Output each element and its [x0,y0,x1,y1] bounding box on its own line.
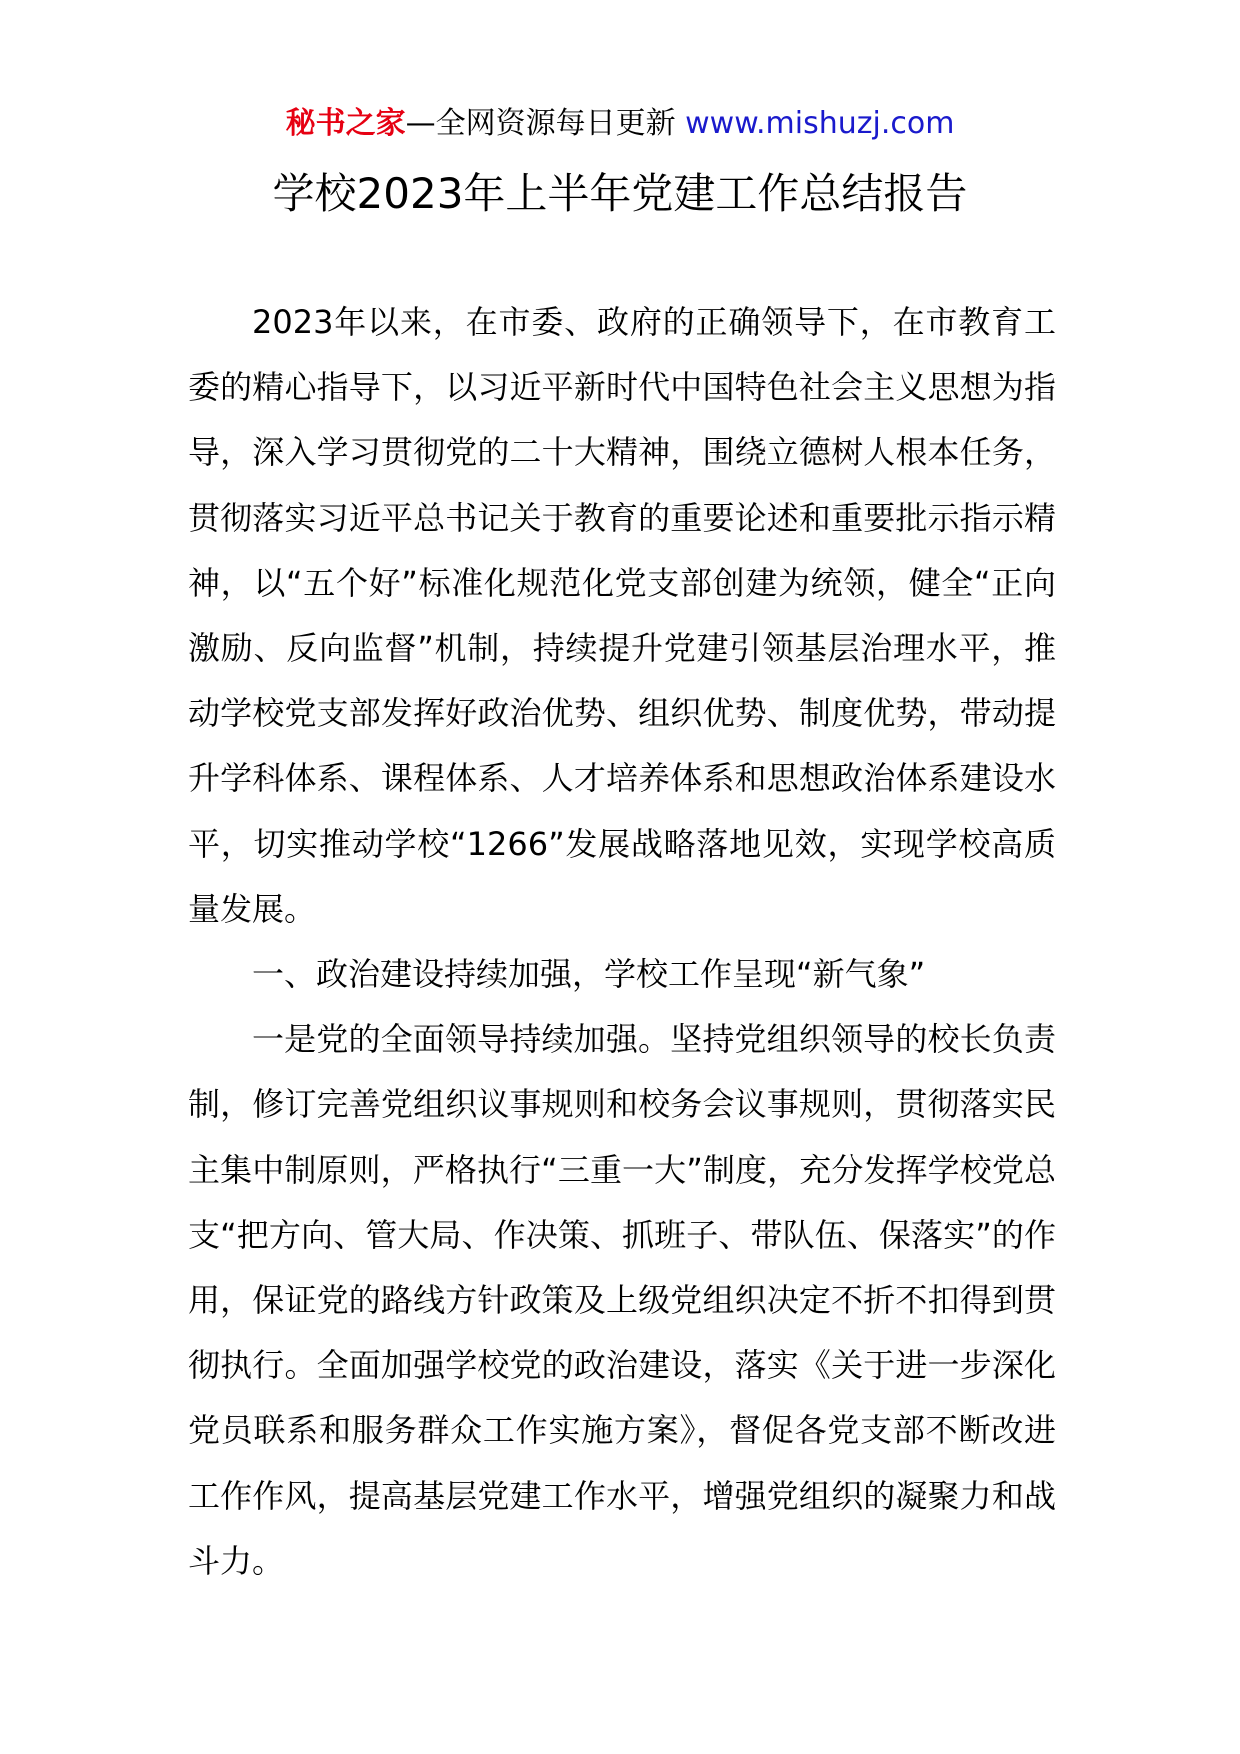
brand-name: 秘书之家 [285,106,406,141]
document-body [188,290,1056,1594]
header-tagline: —全网资源每日更新 [405,106,676,141]
document-title: 学校2023年上半年党建工作总结报告 [272,169,968,218]
site-url-link[interactable]: www.mishuzj.com [685,106,955,141]
intro-paragraph: 2023年以来，在市委、政府的正确领导下，在市教育工委的精心指导下，以习近平新时代中国特色社会主义思想为指导，深入学习贯彻党的二十大精神，围绕立德树人根本任务，贯彻落实习近平总书记关于教育的重要论述和重要批示指示精神，以“五个好”标准化规范化党支部创建为统领，健全“正向激励、反向监督”机制，持续提升党建引领基层治理水平，推动学校党支部发挥好政治优势、组织优势、制度优势，带动提升学科体系、课程体系、人才培养体系和思想政治体系建设水平，切实推动学校“1266”发展战略落地见效，实现学校高质量发展。 [188,303,1056,928]
site-header [0,100,1240,148]
section-1-paragraph: 一是党的全面领导持续加强。坚持党组织领导的校长负责制，修订完善党组织议事规则和校务会议事规则，贯彻落实民主集中制原则，严格执行“三重一大”制度，充分发挥学校党总支“把方向、管大局、作决策、抓班子、带队伍、保落实”的作用，保证党的路线方针政策及上级党组织决定不折不扣得到贯彻执行。全面加强学校党的政治建设，落实《关于进一步深化党员联系和服务群众工作实施方案》，督促各党支部不断改进工作作风，提高基层党建工作水平，增强党组织的凝聚力和战斗力。 [188,1020,1056,1580]
section-1-heading: 一、政治建设持续加强，学校工作呈现“新气象” [252,955,926,994]
